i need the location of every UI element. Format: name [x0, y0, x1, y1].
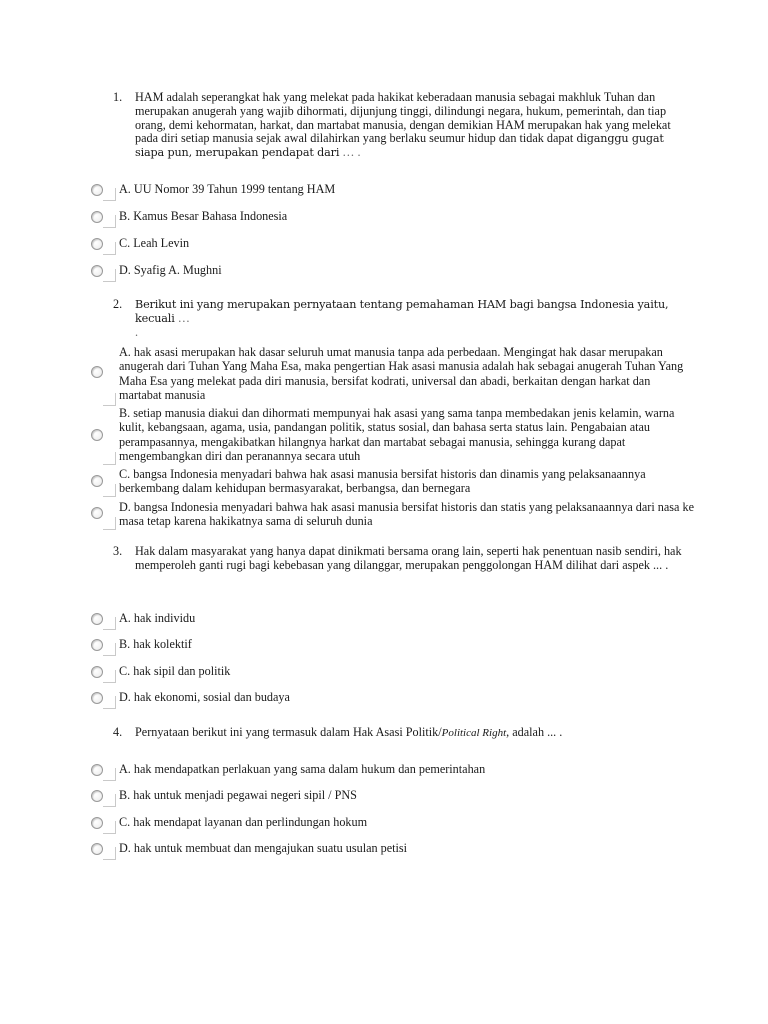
radio-button[interactable]	[91, 265, 103, 277]
option-1b[interactable]	[86, 208, 686, 228]
option-3a[interactable]	[86, 610, 686, 630]
radio-button[interactable]	[91, 507, 103, 519]
question-text-alt: diganggu gugat siapa pun, merupakan pendapat dari	[135, 132, 664, 160]
radio-button[interactable]	[91, 843, 103, 855]
radio-button[interactable]	[91, 790, 103, 802]
option-label: A. hak individu	[119, 611, 196, 625]
radio-button[interactable]	[91, 639, 103, 651]
option-label: C. Leah Levin	[119, 236, 190, 250]
option-2b[interactable]	[86, 405, 686, 465]
option-label: A. UU Nomor 39 Tahun 1999 tentang HAM	[119, 182, 336, 196]
radio-button[interactable]	[91, 817, 103, 829]
question-text-tail: , adalah ... .	[506, 725, 563, 739]
question-text-tail: … .	[342, 145, 361, 160]
option-label: D. hak ekonomi, sosial dan budaya	[119, 690, 290, 704]
radio-button[interactable]	[91, 211, 103, 223]
option-4b[interactable]	[86, 787, 686, 807]
question-3	[113, 545, 685, 573]
question-text: Hak dalam masyarakat yang hanya dapat dinikmati bersama orang lain, seperti hak penentuan nasib sendiri, hak memperoleh ganti rugi bagi kebebasan yang dilanggar, merupakan penggolongan HAM dilihat dari aspek ... .	[135, 544, 682, 572]
radio-button[interactable]	[91, 666, 103, 678]
option-3d[interactable]	[86, 689, 686, 709]
option-label: C. bangsa Indonesia menyadari bahwa hak asasi manusia bersifat historis dan dinamis yang pelaksanaannya berkembang dalam kehidupan bermasyarakat, berbangsa, dan bernegara	[119, 467, 646, 496]
question-text	[135, 298, 685, 339]
radio-button[interactable]	[91, 238, 103, 250]
question-4	[113, 726, 685, 741]
radio-button[interactable]	[91, 613, 103, 625]
question-number: 4.	[113, 725, 123, 739]
question-text-main: Pernyataan berikut ini yang termasuk dalam Hak Asasi Politik/	[135, 725, 442, 739]
option-4a[interactable]	[86, 761, 686, 781]
option-1d[interactable]	[86, 262, 686, 282]
option-label: D. hak untuk membuat dan mengajukan suatu usulan petisi	[119, 841, 408, 855]
radio-button[interactable]	[91, 475, 103, 487]
question-text-alt: Berikut ini yang merupakan pernyataan tentang pemahaman HAM bagi bangsa Indonesia yaitu, kecuali	[135, 298, 669, 325]
question-text-tail2: .	[135, 324, 139, 339]
question-1	[113, 91, 685, 160]
question-text-main: HAM adalah seperangkat hak yang melekat pada hakikat keberadaan manusia sebagai makhluk Tuhan dan merupakan anugerah yang wajib dihormati, dijunjung tinggi, dilindungi negara, hukum, pemerintah, dan tiap orang, demi kehormatan, harkat, dan martabat manusia, dengan demikian HAM merupakan hak yang melekat pada diri setiap manusia sejak awal dilahirkan yang berlaku seumur hidup dan tidak dapat	[135, 90, 671, 146]
radio-button[interactable]	[91, 692, 103, 704]
option-label: A. hak mendapatkan perlakuan yang sama dalam hukum dan pemerintahan	[119, 762, 486, 776]
option-label: C. hak mendapat layanan dan perlindungan hokum	[119, 815, 368, 829]
option-1c[interactable]	[86, 235, 686, 255]
option-3c[interactable]	[86, 663, 686, 683]
option-label: B. hak kolektif	[119, 637, 192, 651]
option-label: D. Syafig A. Mughni	[119, 263, 222, 277]
question-text-italic: Political Right	[441, 727, 507, 739]
option-4d[interactable]	[86, 840, 686, 860]
option-label: B. Kamus Besar Bahasa Indonesia	[119, 209, 288, 223]
radio-button[interactable]	[91, 184, 103, 196]
option-label: B. setiap manusia diakui dan dihormati mempunyai hak asasi yang sama tanpa membedakan jenis kelamin, warna kulit, kebangsaan, agama, usia, pandangan politik, status sosial, dan bahasa serta status lain. Pengabaian atau perampasannya, mengakibatkan hilangnya harkat dan martabat sebagai manusia, sehingga kurang dapat mengembangkan diri dan peranannya secara utuh	[119, 406, 675, 464]
question-text-tail: …	[177, 310, 190, 325]
radio-button[interactable]	[91, 764, 103, 776]
option-2a[interactable]	[86, 344, 686, 406]
question-text	[135, 91, 685, 160]
option-2d[interactable]	[86, 499, 694, 530]
option-label: B. hak untuk menjadi pegawai negeri sipil / PNS	[119, 788, 357, 802]
question-number: 3.	[113, 544, 123, 558]
option-label: D. bangsa Indonesia menyadari bahwa hak asasi manusia bersifat historis dan statis yang pelaksanaannya dari nasa ke masa tetap karena hakikatnya sama di seluruh dunia	[119, 500, 694, 529]
option-label: C. hak sipil dan politik	[119, 664, 231, 678]
option-label: A. hak asasi merupakan hak dasar seluruh umat manusia tanpa ada perbedaan. Mengingat hak dasar merupakan anugerah dari Tuhan Yang Maha Esa, maka pengertian Hak asasi manusia adalah hak sebagai anugerah Tuhan Yang Maha Esa yang melekat pada diri manusia, bersifat kodrati, universal dan abadi, berkaitan dengan harkat dan martabat manusia	[119, 345, 684, 403]
radio-button[interactable]	[91, 366, 103, 378]
option-3b[interactable]	[86, 636, 686, 656]
radio-button[interactable]	[91, 429, 103, 441]
question-number: 1.	[113, 90, 123, 104]
option-2c[interactable]	[86, 466, 686, 497]
option-1a[interactable]	[86, 181, 686, 201]
question-2	[113, 298, 685, 339]
question-number: 2.	[113, 297, 123, 311]
option-4c[interactable]	[86, 814, 686, 834]
question-text	[135, 726, 685, 741]
